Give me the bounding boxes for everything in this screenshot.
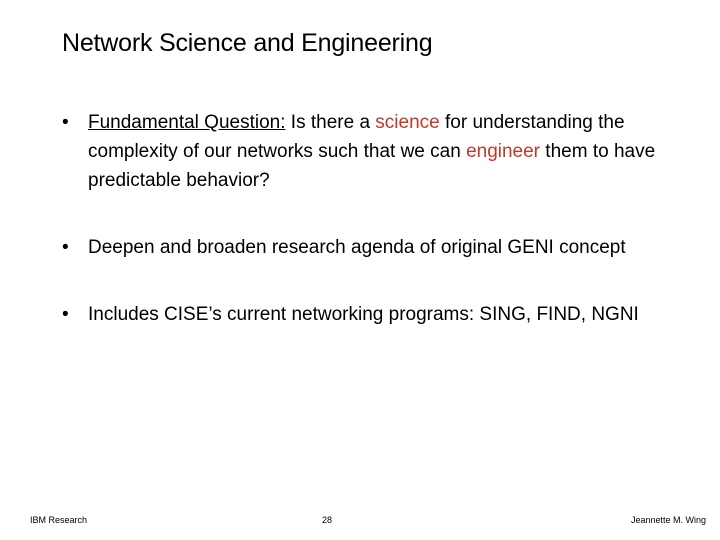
- bullet-label: Fundamental Question:: [88, 112, 286, 133]
- bullet-marker: •: [62, 237, 69, 258]
- bullet-item-fundamental-question: [62, 108, 682, 195]
- footer-page-number: 28: [322, 515, 333, 525]
- bullet-list: [62, 108, 682, 329]
- footer-organization: IBM Research: [30, 515, 88, 525]
- bullet-text-part: them to have predictable behavior?: [88, 141, 656, 191]
- bullet-text: [88, 108, 682, 195]
- bullet-text-part: Is there a: [285, 112, 376, 133]
- bullet-marker: •: [62, 304, 69, 325]
- bullet-marker: •: [62, 112, 69, 133]
- footer-author: Jeannette M. Wing: [630, 515, 706, 525]
- slide-title: Network Science and Engineering: [62, 29, 433, 57]
- bullet-item-geni-agenda: [62, 233, 682, 262]
- highlight-science: science: [375, 112, 440, 133]
- bullet-text: Includes CISE’s current networking programs: SING, FIND, NGNI: [88, 304, 639, 325]
- highlight-engineer: engineer: [466, 141, 541, 162]
- bullet-item-cise-programs: [62, 300, 682, 329]
- bullet-text: Deepen and broaden research agenda of original GENI concept: [88, 237, 626, 258]
- bullet-text-part: for understanding the complexity of our networks such that we can: [88, 112, 625, 162]
